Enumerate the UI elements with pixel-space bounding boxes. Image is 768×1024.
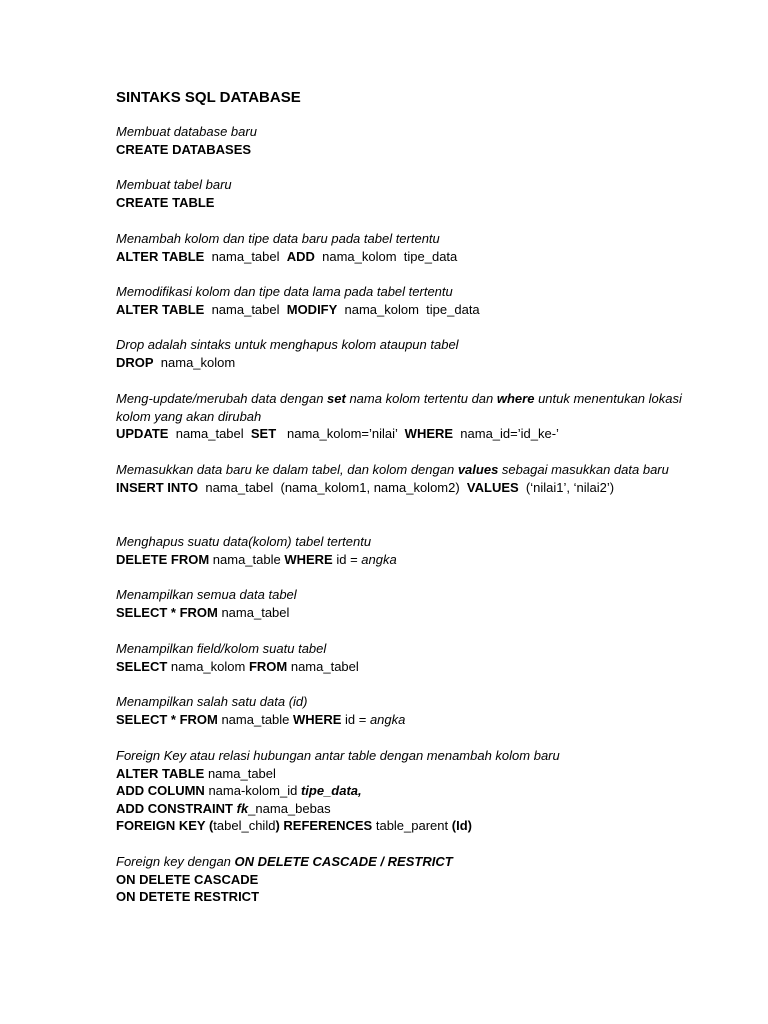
sql-text: id = bbox=[332, 551, 362, 567]
description-keyword: where bbox=[496, 391, 535, 406]
sql-text: nama_kolom bbox=[167, 658, 249, 674]
section-select-column bbox=[116, 640, 696, 675]
sql-keyword: FOREIGN KEY ( bbox=[116, 818, 214, 833]
section-delete bbox=[116, 533, 696, 568]
sql-syntax-line bbox=[116, 248, 696, 266]
section-description: Drop adalah sintaks untuk menghapus kolom ataupun tabel bbox=[116, 337, 459, 352]
sql-syntax-line bbox=[116, 354, 696, 372]
sql-syntax-line bbox=[116, 782, 696, 800]
sql-text: nama-kolom_id bbox=[204, 783, 301, 798]
sql-syntax-line bbox=[116, 817, 696, 835]
sql-text: nama_tabel bbox=[168, 426, 251, 441]
section-description: Foreign Key atau relasi hubungan antar table dengan menambah kolom baru bbox=[116, 748, 560, 763]
section-description bbox=[116, 853, 696, 871]
section-alter-add bbox=[116, 230, 696, 265]
sql-text: id = bbox=[341, 711, 370, 727]
section-description: Membuat database baru bbox=[116, 124, 257, 139]
description-keyword: set bbox=[327, 391, 346, 406]
sql-keyword: SELECT * FROM bbox=[116, 604, 218, 620]
sql-keyword: MODIFY bbox=[286, 301, 338, 317]
description-text: untuk menentukan lokasi kolom yang akan dirubah bbox=[116, 391, 682, 424]
sql-keyword: (Id) bbox=[451, 818, 472, 833]
sql-keyword: DELETE FROM bbox=[116, 551, 210, 567]
sql-text: nama_kolom bbox=[153, 354, 236, 370]
sql-syntax-line bbox=[116, 871, 696, 889]
sql-keyword: SET bbox=[250, 426, 277, 441]
sql-keyword: WHERE bbox=[293, 711, 342, 727]
page-title: SINTAKS SQL DATABASE bbox=[116, 89, 301, 106]
sql-syntax-line bbox=[116, 888, 696, 906]
sql-keyword: ADD bbox=[286, 248, 315, 264]
sql-text: nama_tabel bbox=[217, 604, 290, 620]
sql-keyword: FROM bbox=[248, 658, 288, 674]
section-select-where bbox=[116, 693, 696, 728]
sql-text: nama_tabel (nama_kolom1, nama_kolom2) bbox=[198, 479, 467, 495]
sql-text: nama_id=’id_ke-’ bbox=[453, 426, 559, 441]
section-description: Membuat tabel baru bbox=[116, 177, 232, 192]
sql-keyword: WHERE bbox=[404, 426, 454, 441]
sql-text: (‘nilai1’, ‘nilai2’) bbox=[518, 479, 615, 495]
section-description: Menampilkan salah satu data (id) bbox=[116, 694, 308, 709]
description-keyword: values bbox=[457, 462, 499, 477]
sql-text: _nama_bebas bbox=[248, 800, 331, 816]
sql-text: nama_table bbox=[217, 711, 294, 727]
sql-keyword: ALTER TABLE bbox=[116, 765, 205, 781]
sql-syntax-line bbox=[116, 658, 696, 676]
section-alter-modify bbox=[116, 283, 696, 318]
sql-syntax-line bbox=[116, 765, 696, 783]
section-description bbox=[116, 461, 696, 479]
sql-keyword: ADD CONSTRAINT bbox=[116, 800, 237, 816]
sql-text: nama_table bbox=[209, 551, 285, 567]
description-text: Memasukkan data baru ke dalam tabel, dan kolom dengan bbox=[116, 462, 458, 477]
sql-keyword: ALTER TABLE bbox=[116, 248, 205, 264]
sql-keyword: INSERT INTO bbox=[116, 479, 199, 495]
section-description bbox=[116, 390, 696, 425]
sql-text: nama_tabel bbox=[287, 658, 359, 674]
section-foreign-key bbox=[116, 747, 696, 835]
sql-keyword: VALUES bbox=[466, 479, 519, 495]
section-description: Menghapus suatu data(kolom) tabel tertentu bbox=[116, 534, 372, 549]
sql-keyword: UPDATE bbox=[116, 426, 169, 441]
section-insert bbox=[116, 461, 696, 496]
section-description: Menampilkan semua data tabel bbox=[116, 587, 297, 602]
sql-keyword: DROP bbox=[116, 354, 154, 370]
sql-syntax-line bbox=[116, 301, 696, 319]
sql-text: nama_kolom=’nilai’ bbox=[276, 426, 405, 441]
sql-syntax-line bbox=[116, 551, 696, 569]
sql-syntax-line bbox=[116, 141, 696, 159]
sql-text: nama_tabel bbox=[204, 301, 287, 317]
description-text: Meng-update/merubah data dengan bbox=[116, 391, 328, 406]
sql-keyword: ON DETETE RESTRICT bbox=[116, 889, 260, 904]
section-description: Memodifikasi kolom dan tipe data lama pada tabel tertentu bbox=[116, 284, 453, 299]
sql-keyword: CREATE DATABASES bbox=[116, 141, 252, 157]
sql-keyword: SELECT bbox=[116, 658, 168, 674]
section-create-table bbox=[116, 176, 696, 211]
sql-text: nama_kolom tipe_data bbox=[337, 301, 480, 317]
sql-keyword: CREATE TABLE bbox=[116, 194, 215, 210]
section-create-database bbox=[116, 123, 696, 158]
sql-keyword: SELECT * FROM bbox=[116, 711, 218, 727]
sql-text: tabel_child bbox=[213, 818, 276, 833]
sql-syntax-line bbox=[116, 479, 696, 497]
sql-text: nama_tabel bbox=[204, 765, 276, 781]
sql-text: nama_tabel bbox=[204, 248, 287, 264]
sql-keyword: ADD COLUMN bbox=[116, 783, 205, 798]
description-text: sebagai masukkan data baru bbox=[498, 462, 669, 477]
sql-syntax-line bbox=[116, 194, 696, 212]
sql-placeholder: fk bbox=[236, 800, 249, 816]
sql-syntax-line bbox=[116, 604, 696, 622]
sql-syntax-line bbox=[116, 711, 696, 729]
sql-text: nama_kolom tipe_data bbox=[314, 248, 458, 264]
description-text: nama kolom tertentu dan bbox=[345, 391, 497, 406]
description-keyword: ON DELETE CASCADE / RESTRICT bbox=[234, 854, 453, 869]
sql-placeholder: tipe_data, bbox=[300, 783, 362, 798]
sql-text: table_parent bbox=[372, 818, 452, 833]
sql-syntax-line bbox=[116, 425, 696, 443]
sql-keyword: ALTER TABLE bbox=[116, 301, 205, 317]
sql-keyword: ) REFERENCES bbox=[275, 818, 373, 833]
sql-keyword: ON DELETE CASCADE bbox=[116, 871, 259, 887]
sql-placeholder: angka bbox=[369, 711, 406, 727]
section-select-all bbox=[116, 586, 696, 621]
sql-syntax-line bbox=[116, 800, 696, 818]
description-text: Foreign key dengan bbox=[116, 854, 235, 869]
section-description: Menampilkan field/kolom suatu tabel bbox=[116, 641, 327, 656]
sql-keyword: WHERE bbox=[284, 551, 333, 567]
section-description: Menambah kolom dan tipe data baru pada tabel tertentu bbox=[116, 231, 440, 246]
sql-placeholder: angka bbox=[361, 551, 397, 567]
section-drop bbox=[116, 336, 696, 371]
section-on-delete bbox=[116, 853, 696, 906]
section-update bbox=[116, 390, 696, 443]
